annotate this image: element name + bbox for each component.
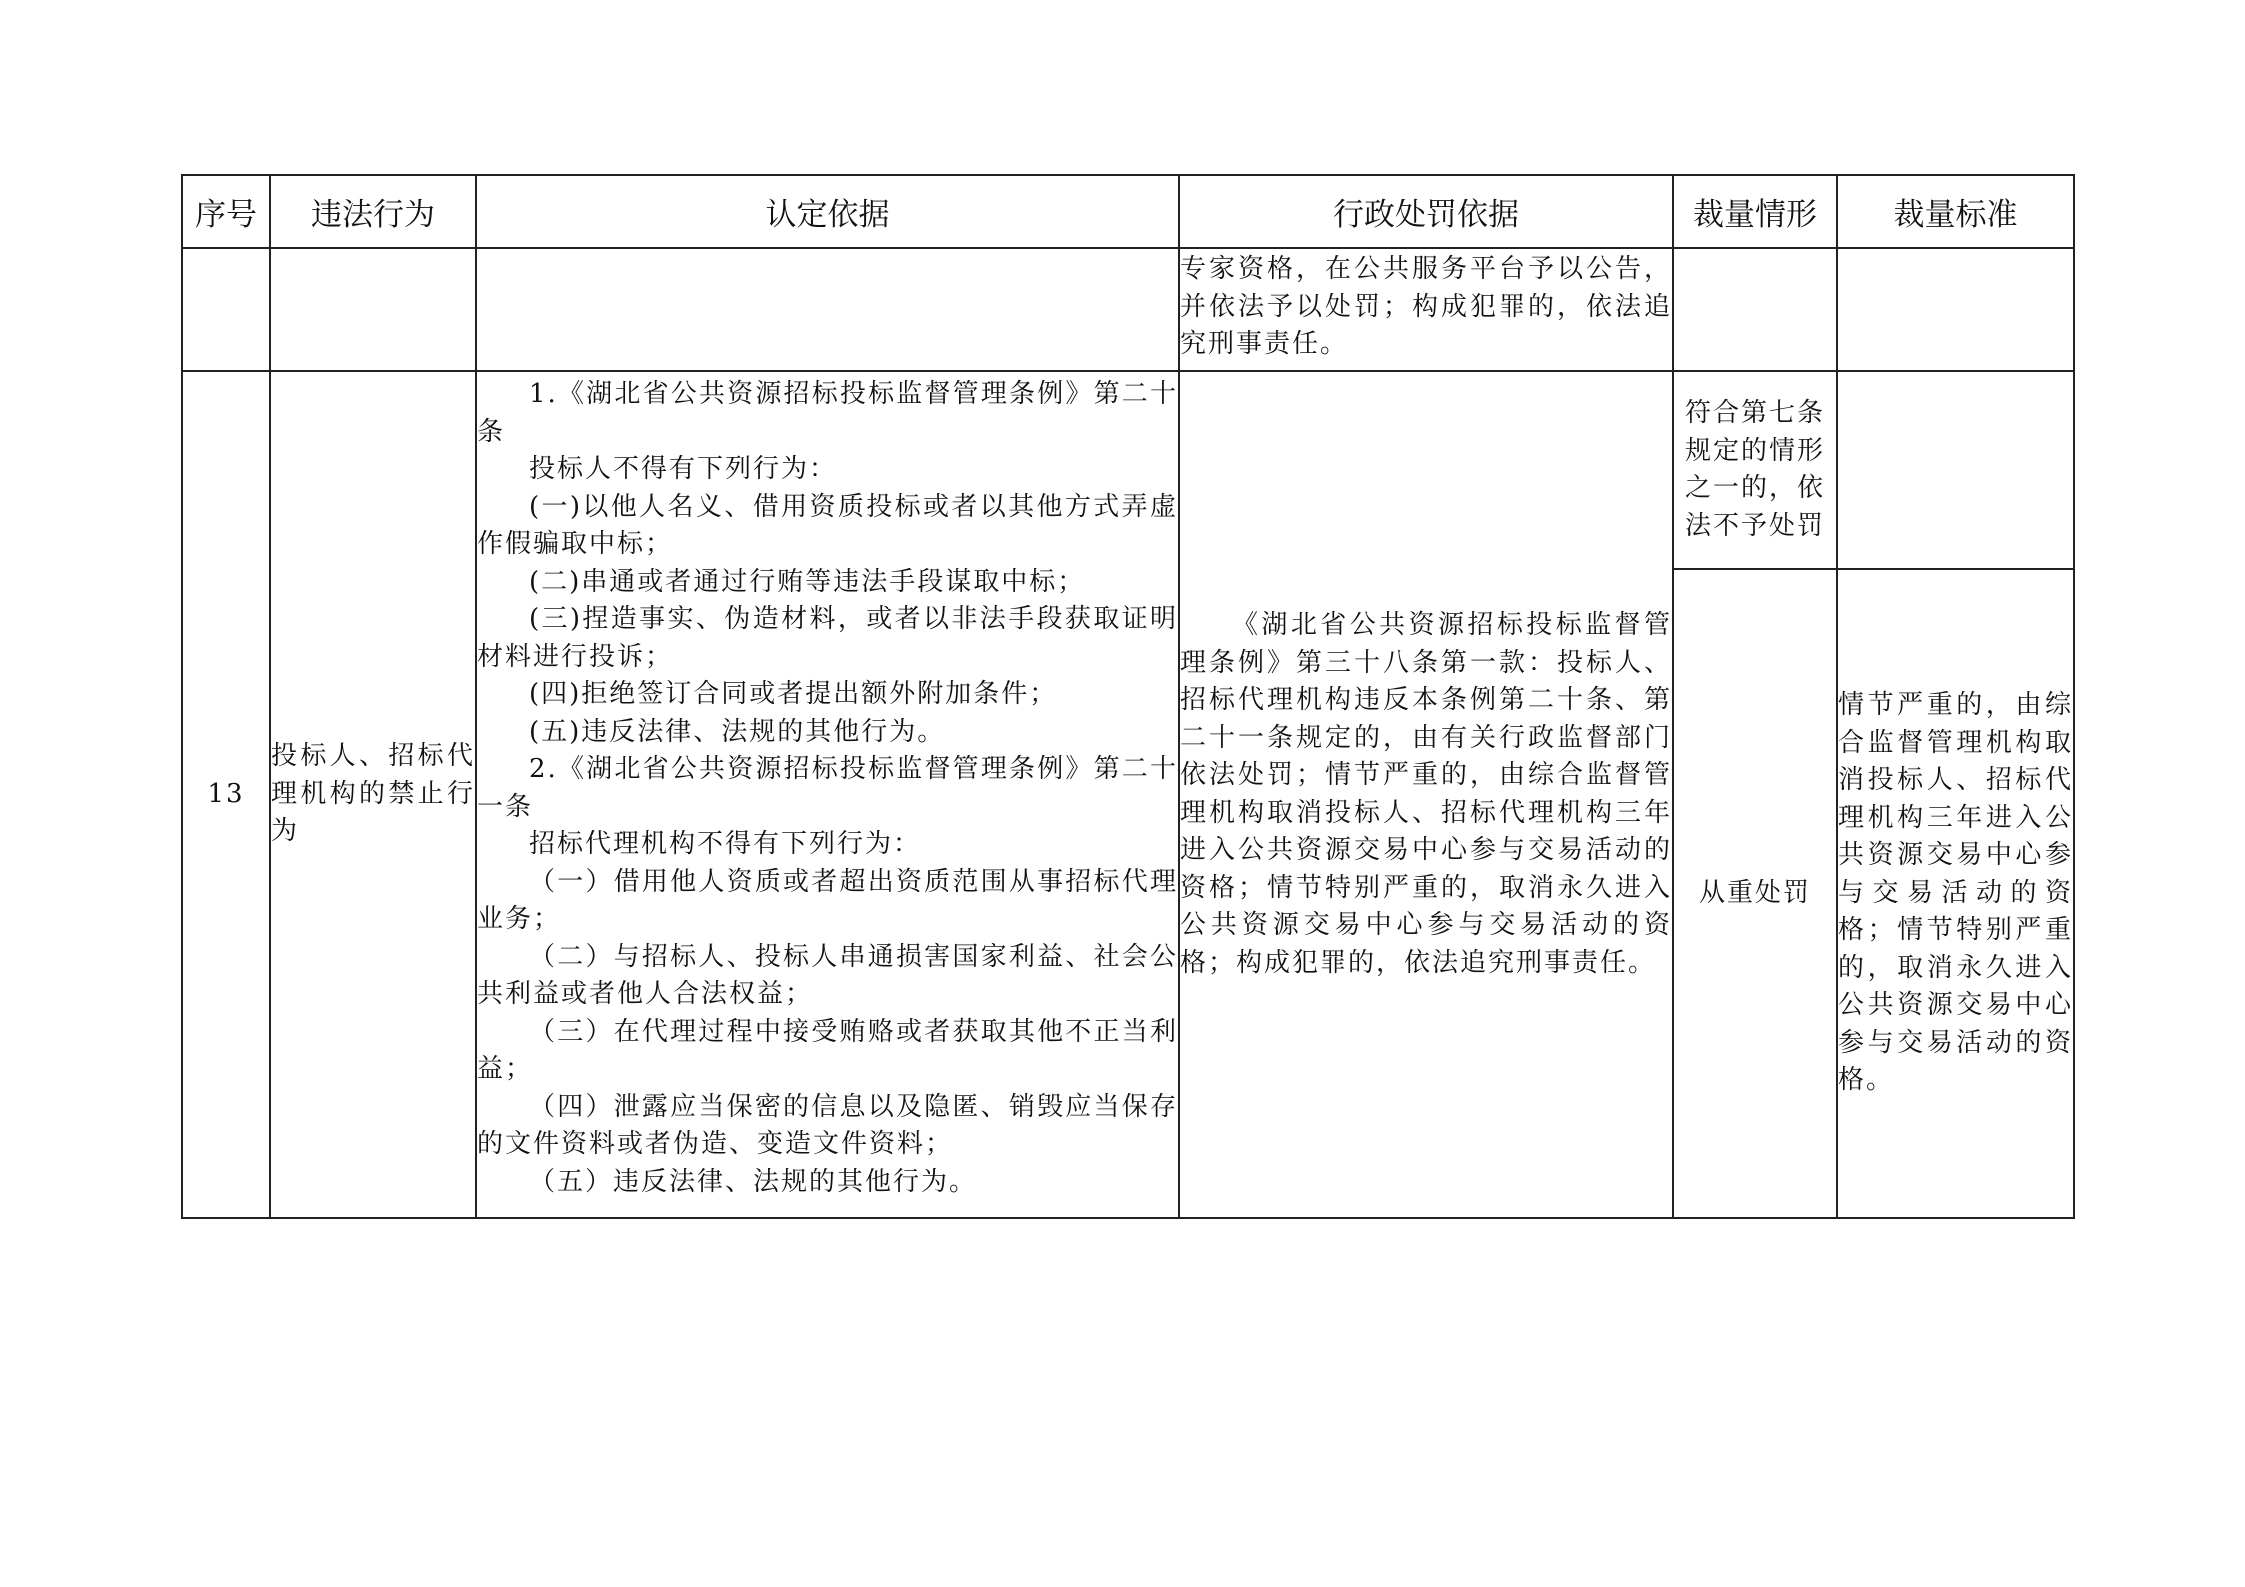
row-13-seq: 13: [182, 371, 270, 1218]
basis-line: (一)以他人名义、借用资质投标或者以其他方式弄虚作假骗取中标；: [477, 491, 1178, 559]
row-13-standard-2-text: 情节严重的，由综合监督管理机构取消投标人、招标代理机构三年进入公共资源交易中心参与交易活动的资格；情节特别严重的，取消永久进入公共资源交易中心参与交易活动的资格。: [1838, 690, 2073, 1096]
row-13-violation-text: 投标人、招标代理机构的禁止行为: [271, 741, 475, 847]
row-13-case-1: [1673, 371, 1837, 569]
basis-line: （二）与招标人、投标人串通损害国家利益、社会公共利益或者他人合法权益；: [477, 941, 1178, 1009]
continued-violation-cell: [270, 248, 476, 371]
header-violation: 违法行为: [270, 175, 476, 248]
header-penalty-basis: 行政处罚依据: [1179, 175, 1673, 248]
basis-line: 招标代理机构不得有下列行为：: [529, 829, 922, 859]
basis-line: （五）违反法律、法规的其他行为。: [529, 1166, 978, 1197]
table-row-13: [182, 371, 2074, 569]
penalty-discretion-table: [181, 174, 2075, 1219]
row-13-case-1-text: 符合第七条规定的情形之一的，依法不予处罚: [1684, 398, 1825, 541]
continued-basis-cell: [476, 248, 1179, 371]
basis-line: (五)违反法律、法规的其他行为。: [529, 716, 946, 747]
row-13-case-2: [1673, 569, 1837, 1218]
header-seq: 序号: [182, 175, 270, 248]
basis-line: 2.《湖北省公共资源招标投标监督管理条例》第二十一条: [477, 754, 1178, 822]
row-13-standard-1: [1837, 371, 2074, 569]
row-13-standard-2: [1837, 569, 2074, 1218]
continued-standard-cell: [1837, 248, 2074, 371]
row-13-penalty-basis: [1179, 371, 1673, 1218]
basis-line: （一）借用他人资质或者超出资质范围从事招标代理业务；: [477, 866, 1178, 934]
continued-row: [182, 248, 2074, 371]
basis-line: (四)拒绝签订合同或者提出额外附加条件；: [529, 679, 1058, 709]
row-13-violation: [270, 371, 476, 1218]
basis-line: 1.《湖北省公共资源招标投标监督管理条例》第二十条: [477, 379, 1178, 447]
header-row: [182, 175, 2074, 248]
basis-line: （四）泄露应当保密的信息以及隐匿、销毁应当保存的文件资料或者伪造、变造文件资料；: [477, 1091, 1178, 1159]
basis-line: (三)捏造事实、伪造材料，或者以非法手段获取证明材料进行投诉；: [477, 604, 1178, 672]
header-basis: 认定依据: [476, 175, 1179, 248]
row-13-case-2-text: 从重处罚: [1698, 877, 1811, 908]
row-13-basis: [476, 371, 1179, 1218]
basis-line: (二)串通或者通过行贿等违法手段谋取中标；: [529, 566, 1086, 597]
basis-line: （三）在代理过程中接受贿赂或者获取其他不正当利益；: [477, 1016, 1178, 1084]
continued-penalty-basis: [1179, 248, 1673, 371]
continued-penalty-basis-text: 专家资格，在公共服务平台予以公告，并依法予以处罚；构成犯罪的，依法追究刑事责任。: [1180, 254, 1672, 359]
header-discretion-case: 裁量情形: [1673, 175, 1837, 248]
continued-seq-cell: [182, 248, 270, 371]
row-13-penalty-basis-text: 《湖北省公共资源招标投标监督管理条例》第三十八条第一款：投标人、招标代理机构违反本条例第二十条、第二十一条规定的，由有关行政监督部门依法处罚；情节严重的，由综合监督管理机构取消投标人、招标代理机构三年进入公共资源交易中心参与交易活动的资格；情节特别严重的，取消永久进入公共资源交易中心参与交易活动的资格；构成犯罪的，依法追究刑事责任。: [1180, 610, 1672, 978]
basis-line: 投标人不得有下列行为：: [529, 454, 838, 484]
header-discretion-standard: 裁量标准: [1837, 175, 2074, 248]
continued-case-cell: [1673, 248, 1837, 371]
